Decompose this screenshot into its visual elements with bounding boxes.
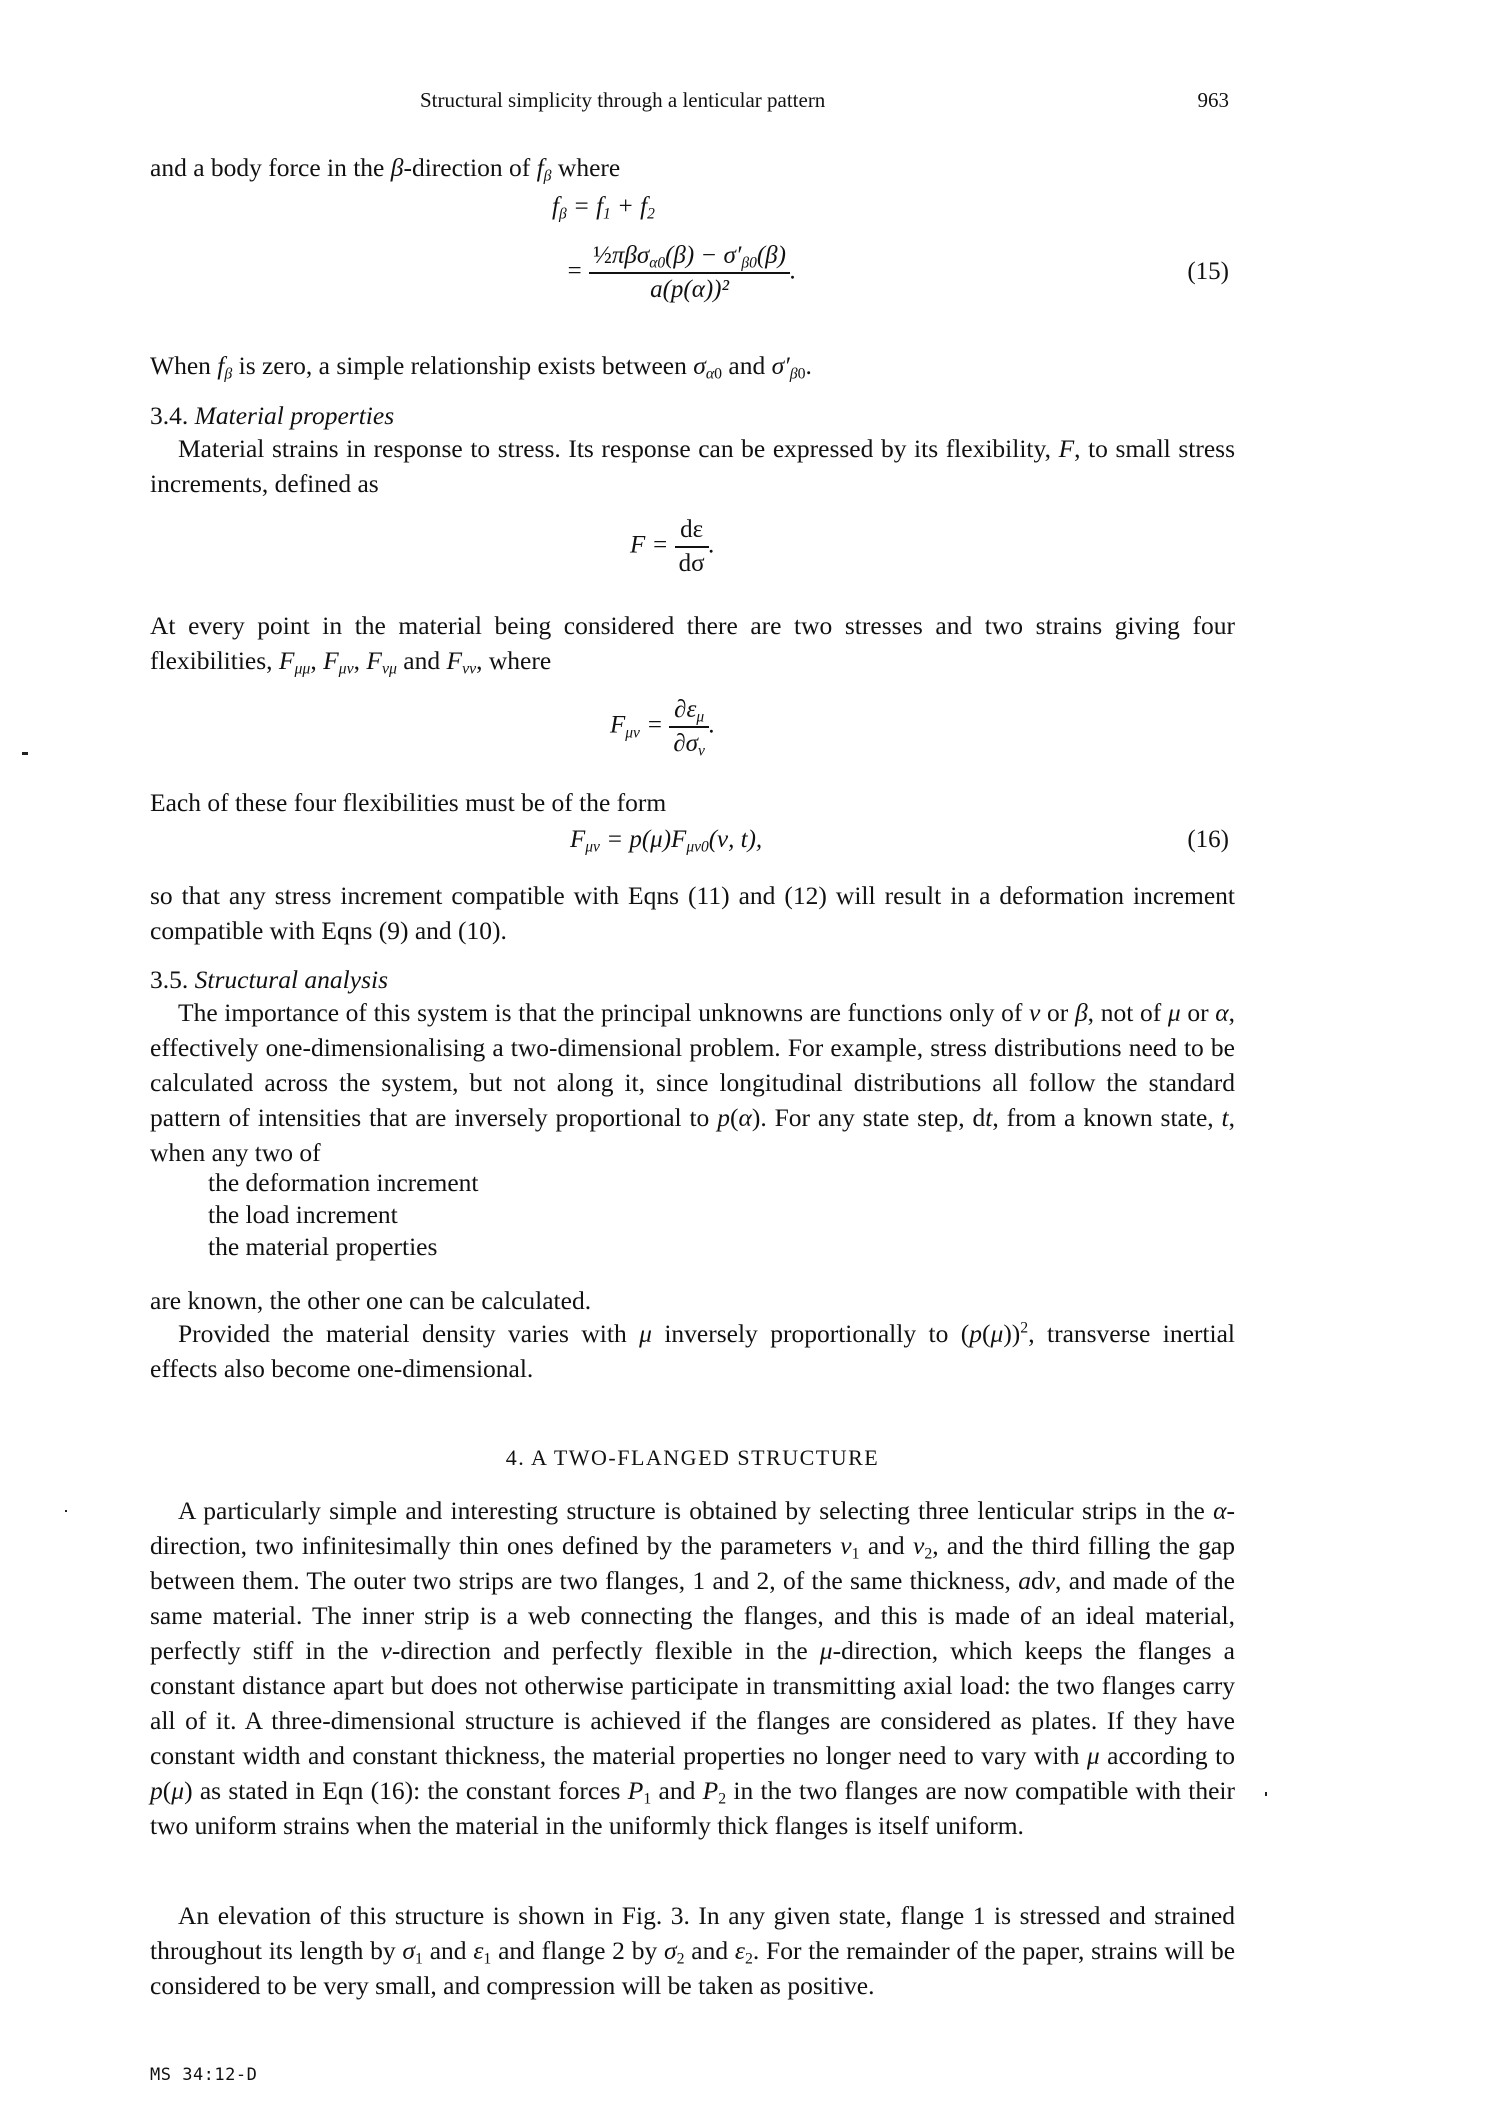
margin-speck — [22, 752, 28, 755]
section-3-5-paragraph-2: are known, the other one can be calculated. — [150, 1286, 592, 1315]
section-3-4-heading — [150, 398, 1235, 433]
section-4-paragraph-1: A particularly simple and interesting structure is obtained by selecting three lenticular strips in the α-direction, two infinitesimally thin ones defined by the parameters $\nu_1$ and $\nu_2$, and the third filling the gap between them. The outer two strips are two flanges, 1 and 2, of the same thickness, adν, and made of the same material. The inner strip is a web connecting the flanges, and this is made of an ideal material, perfectly stiff in the ν-direction and perfectly flexible in the μ-direction, which keeps the flanges a constant distance apart but does not otherwise participate in transmitting axial load: the two flanges carry all of it. A three-dimensional structure is achieved if the flanges are considered as plates. If they have constant width and constant thickness, the material properties no longer need to vary with μ according to p(μ) as stated in Eqn (16): the constant forces $P_1$ and $P_2$ in the two flanges are now compatible with their two uniform strains when the material in the uniformly thick flanges is itself uniform. — [150, 1496, 1236, 1840]
equation-15-line1: $f_\beta = f_1 + f_2$ — [552, 193, 655, 223]
running-header — [150, 88, 1235, 118]
equation-flexibility-fraction — [675, 516, 709, 578]
section-3-5-paragraph-3: Provided the material density varies with μ inversely proportionally to $(p(\mu))^2$, transverse inertial effects also become one-dimensional. — [150, 1319, 1235, 1383]
list-item-material: the material properties — [208, 1232, 438, 1261]
section-3-5-paragraph-1: The importance of this system is that the principal unknowns are functions only of ν or β, not of μ or α, effectively one-dimensionalising a two-dimensional problem. For example, stress distributions need to be calculated across the system, but not along it, since longitudinal distributions all follow the standard pattern of intensities that are inversely proportional to p(α). For any state step, dt, from a known state, t, when any two of — [150, 998, 1236, 1167]
when-paragraph: When $f_\beta$ is zero, a simple relationship exists between $\sigma_{\alpha 0}$ and $\sigma'_{\beta 0}$. — [150, 351, 812, 383]
margin-speck — [1265, 1792, 1267, 1796]
section-3-4-paragraph-4: so that any stress increment compatible with Eqns (11) and (12) will result in a deformation increment compatible with Eqns (9) and (10). — [150, 881, 1235, 945]
section-4-heading: 4. A TWO-FLANGED STRUCTURE — [505, 1445, 880, 1470]
footer-manuscript-code: MS 34:12-D — [150, 2065, 258, 2085]
section-3-5-number: 3.5. — [150, 965, 189, 994]
intro-paragraph: and a body force in the β-direction of $f_\beta$ where — [150, 153, 621, 185]
section-3-4-paragraph-2: At every point in the material being considered there are two stresses and two strains giving four flexibilities, $F_{\mu\mu}$, $F_{\mu\nu}$, $F_{\nu\mu}$ and $F_{\nu\nu}$, where — [150, 611, 1235, 678]
equation-15-numerator: ½πβσ$_{\alpha 0}$(β) − $\sigma'_{\beta 0}(\beta)$ — [593, 242, 786, 272]
equation-15-label: (15) — [1187, 258, 1229, 285]
equation-partial-denominator: $\partial\sigma_\nu$ — [669, 726, 709, 758]
section-3-5-title: Structural analysis — [194, 965, 389, 994]
page-number: 963 — [1197, 88, 1229, 112]
section-4-paragraph-2: An elevation of this structure is shown in Fig. 3. In any given state, flange 1 is stressed and strained throughout its length by $\sigma_1$ and $\varepsilon_1$ and flange 2 by $\sigma_2$ and $\varepsilon_2$. For the remainder of the paper, strains will be considered to be very small, and compression will be taken as positive. — [150, 1901, 1236, 2000]
list-item-load: the load increment — [208, 1200, 398, 1229]
equation-15-denominator: a(p(α))² — [589, 272, 790, 304]
equation-flexibility-denominator: dσ — [675, 546, 709, 578]
equation-15: = $\frac{\frac{1}{2}\pi\beta\sigma_{\alpha 0}(\beta) - \sigma'_{\beta 0}(\beta)}{\text{a(p(α))²}}$ . (15) — [566, 242, 1229, 303]
equation-flexibility-numerator: dε — [680, 516, 704, 543]
section-3-4-title: Material properties — [194, 401, 395, 430]
equation-flexibility: F = $\frac{d\varepsilon}{d\sigma}$ . — [630, 516, 715, 577]
margin-speck — [65, 1510, 67, 1512]
equation-16: $F_{\mu\nu} = p(\mu)F_{\mu\nu 0}(\nu$, t), (16) — [570, 826, 1229, 856]
equation-partial-numerator: $\partial\varepsilon_\mu$ — [674, 696, 705, 726]
list-item-deformation: the deformation increment — [208, 1168, 479, 1197]
section-3-5-heading — [150, 962, 1235, 997]
running-title: Structural simplicity through a lenticular pattern — [420, 88, 826, 112]
equation-partial-fraction — [669, 696, 709, 758]
equation-16-label: (16) — [1187, 826, 1229, 853]
section-3-4-paragraph-1: Material strains in response to stress. Its response can be expressed by its flexibility, F, to small stress increments, defined as — [150, 434, 1235, 498]
equation-partial-flexibility: $F_{\mu\nu}$ = $\frac{\partial\varepsilon_\mu}{\partial\sigma_\nu}$ . — [610, 696, 716, 760]
equation-15-fraction — [589, 242, 790, 304]
section-3-4-paragraph-3: Each of these four flexibilities must be of the form — [150, 788, 667, 817]
section-3-4-number: 3.4. — [150, 401, 189, 430]
